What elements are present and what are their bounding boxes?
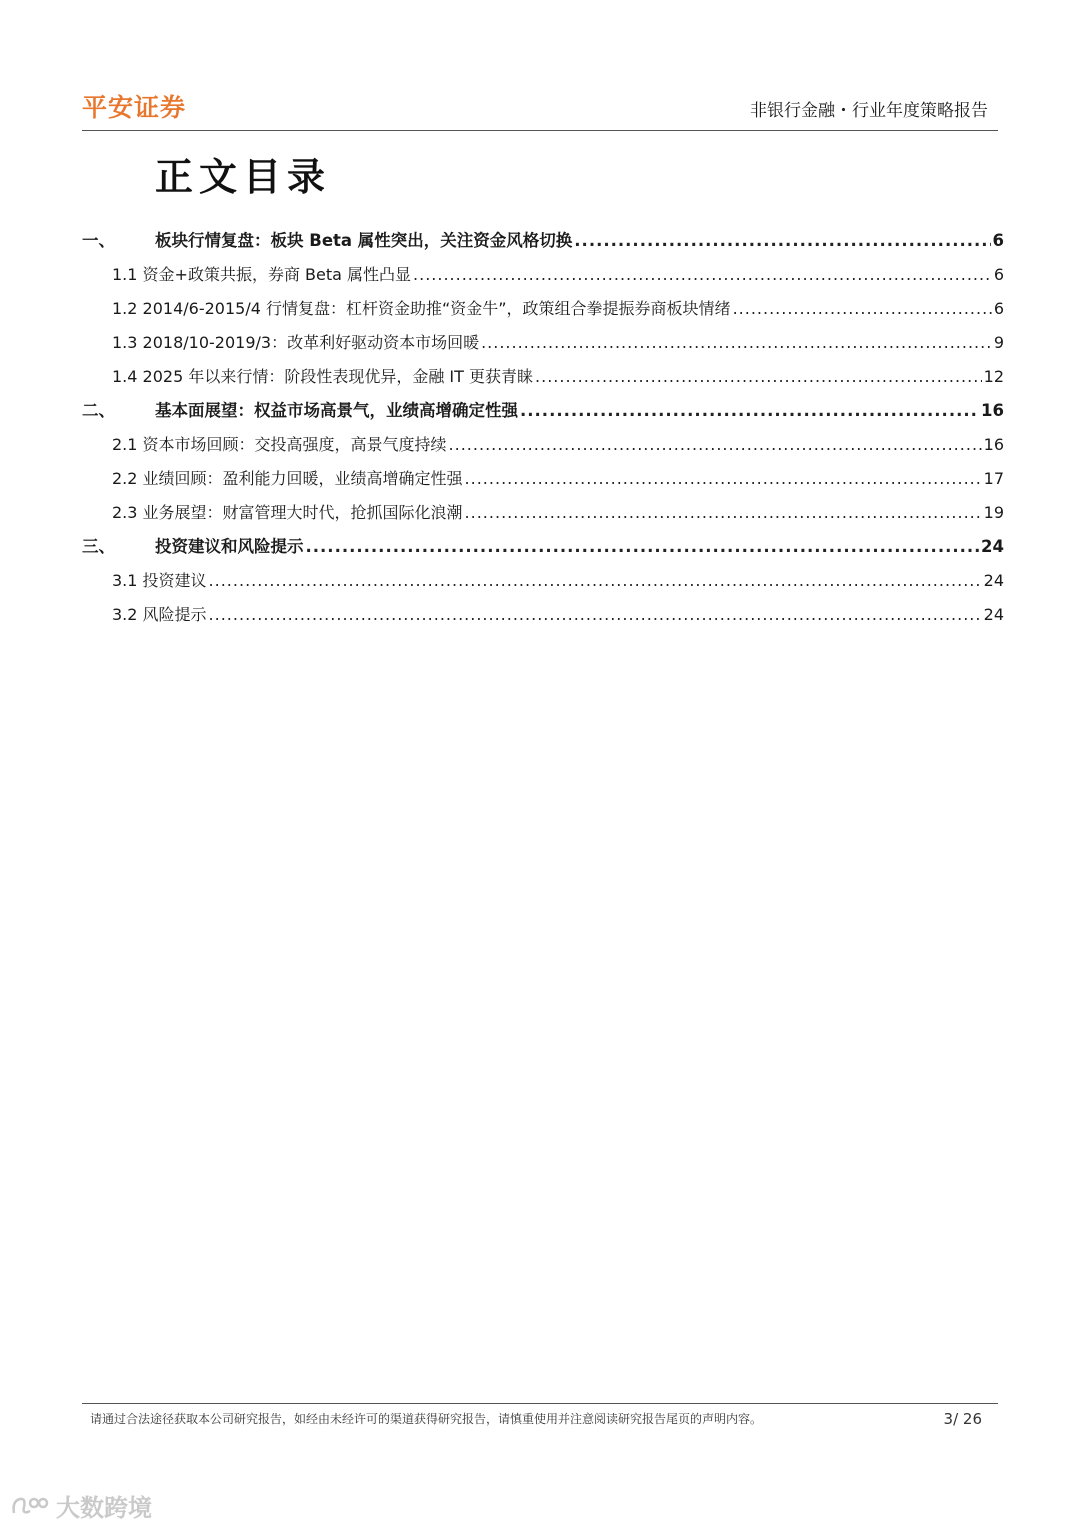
toc-entry-3[interactable] <box>82 530 1004 564</box>
toc-page-number: 6 <box>992 231 1004 250</box>
toc-page-number: 17 <box>983 469 1004 488</box>
toc-leader <box>465 496 982 530</box>
toc-page-number: 12 <box>983 367 1004 386</box>
footer-divider <box>82 1403 998 1404</box>
toc-page-number: 19 <box>983 503 1004 522</box>
toc-entry-1-3[interactable] <box>82 326 1004 360</box>
toc-entry-1-4[interactable] <box>82 360 1004 394</box>
toc-leader <box>209 598 982 632</box>
toc-entry-text: 3.2 风险提示 <box>112 605 207 624</box>
toc-leader <box>449 428 982 462</box>
toc-entry-text: 2.1 资本市场回顾：交投高强度，高景气度持续 <box>112 435 447 454</box>
toc-leader <box>481 326 992 360</box>
toc-page-number: 9 <box>993 333 1004 352</box>
toc-entry-text: 2.2 业绩回顾：盈利能力回暖，业绩高增确定性强 <box>112 469 463 488</box>
header-divider <box>82 130 998 131</box>
watermark-text: 大数跨境 <box>56 1494 152 1522</box>
toc-entry-2-1[interactable] <box>82 428 1004 462</box>
toc-leader <box>520 394 979 428</box>
brand-logo: 平安证券 <box>82 93 187 122</box>
footer-disclaimer: 请通过合法途径获取本公司研究报告，如经由未经许可的渠道获得研究报告，请慎重使用并注意阅读研究报告尾页的声明内容。 <box>90 1412 763 1426</box>
toc-entry-text: 1.2 2014/6-2015/4 行情复盘：杠杆资金助推“资金牛”，政策组合拳提振券商板块情绪 <box>112 299 731 318</box>
toc-leader <box>465 462 982 496</box>
toc-page-number: 24 <box>983 571 1004 590</box>
watermark-logo-icon <box>10 1493 50 1519</box>
toc-entry-text: 3.1 投资建议 <box>112 571 207 590</box>
toc-entry-text: 1.4 2025 年以来行情：阶段性表现优异，金融 IT 更获青睐 <box>112 367 534 386</box>
toc-entry-1[interactable] <box>82 224 1004 258</box>
toc-page-number: 16 <box>983 435 1004 454</box>
toc-entry-text: 1.1 资金+政策共振，券商 Beta 属性凸显 <box>112 265 412 284</box>
toc-leader <box>733 292 992 326</box>
toc-entry-1-1[interactable] <box>82 258 1004 292</box>
watermark <box>10 1488 152 1523</box>
toc-entry-3-1[interactable] <box>82 564 1004 598</box>
toc-entry-text: 投资建议和风险提示 <box>155 537 304 556</box>
table-of-contents <box>82 224 1004 632</box>
toc-entry-1-2[interactable] <box>82 292 1004 326</box>
toc-section-number: 二、 <box>82 401 115 420</box>
toc-page-number: 24 <box>981 537 1004 556</box>
toc-entry-3-2[interactable] <box>82 598 1004 632</box>
toc-entry-text: 基本面展望：权益市场高景气，业绩高增确定性强 <box>155 401 518 420</box>
toc-page-number: 24 <box>983 605 1004 624</box>
report-type: 非银行金融・行业年度策略报告 <box>750 101 988 121</box>
toc-leader <box>413 258 992 292</box>
toc-page-number: 6 <box>993 265 1004 284</box>
toc-entry-2-2[interactable] <box>82 462 1004 496</box>
toc-entry-2-3[interactable] <box>82 496 1004 530</box>
toc-leader <box>535 360 982 394</box>
page-indicator: 3/ 26 <box>943 1410 982 1428</box>
page-title: 正文目录 <box>155 155 332 199</box>
toc-leader <box>209 564 982 598</box>
toc-section-number: 一、 <box>82 231 115 250</box>
toc-entry-text: 板块行情复盘：板块 Beta 属性突出，关注资金风格切换 <box>155 231 573 250</box>
toc-leader <box>574 224 990 258</box>
toc-entry-2[interactable] <box>82 394 1004 428</box>
toc-entry-text: 1.3 2018/10-2019/3：改革利好驱动资本市场回暖 <box>112 333 480 352</box>
toc-leader <box>306 530 980 564</box>
toc-page-number: 6 <box>993 299 1004 318</box>
toc-entry-text: 2.3 业务展望：财富管理大时代，抢抓国际化浪潮 <box>112 503 463 522</box>
toc-page-number: 16 <box>981 401 1004 420</box>
toc-section-number: 三、 <box>82 537 115 556</box>
